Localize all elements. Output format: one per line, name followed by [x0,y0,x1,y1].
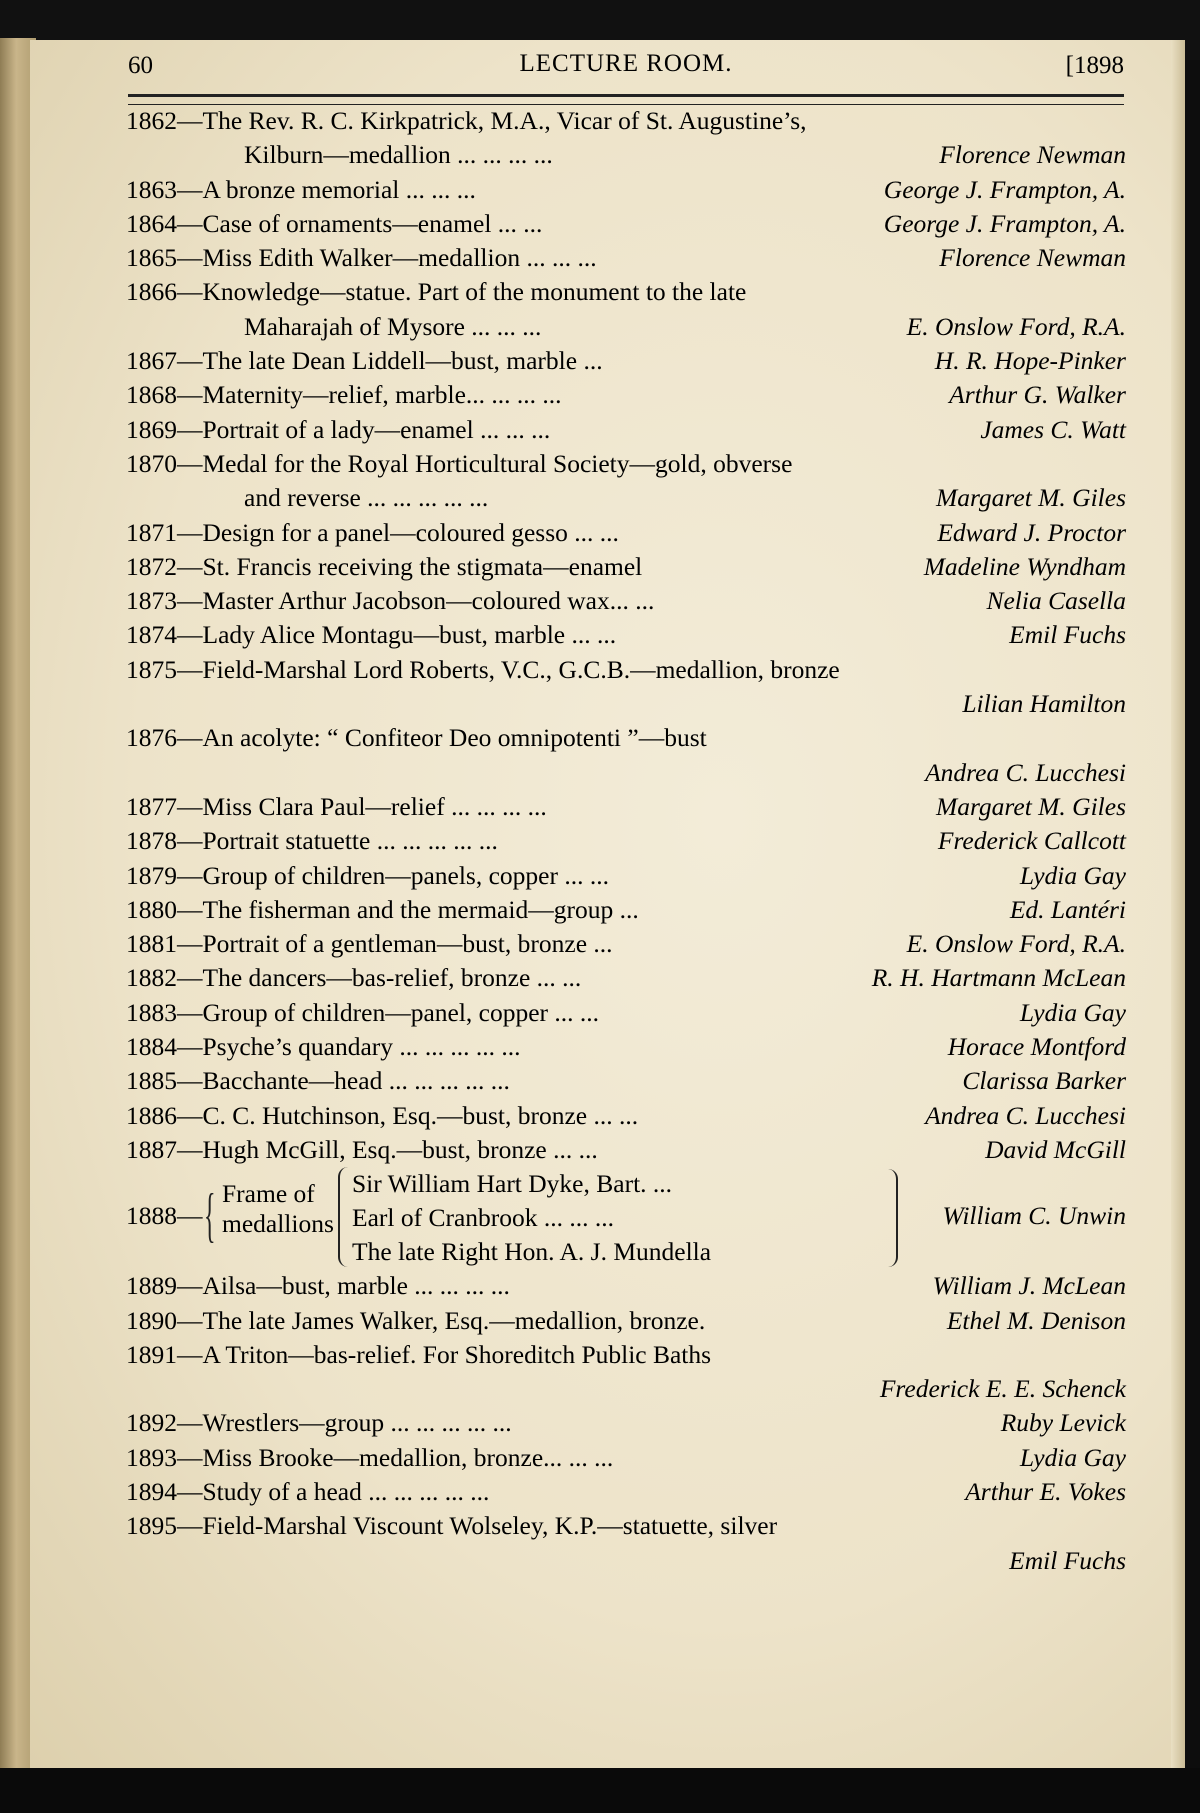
entry-description: 1878—Portrait statuette ... ... ... ... ... [126,826,498,856]
entry-artist: R. H. Hartmann McLean [871,963,1126,993]
entry-artist: E. Onslow Ford, R.A. [906,929,1126,959]
entry-artist: Ethel M. Denison [946,1305,1126,1335]
entry-artist: George J. Frampton, A. [883,208,1126,238]
entry-line [126,584,1126,618]
entry-line [126,1372,1126,1406]
catalogue-entry-1870 [126,447,1126,516]
entry-description: 1883—Group of children—panel, copper ... ... [126,997,600,1027]
middle-brace [338,1167,350,1267]
entry-line [126,1406,1126,1440]
entry-description: 1867—The late Dean Liddell—bust, marble ... [126,346,603,376]
entry-line [126,207,1126,241]
entry-number: 1888— [126,1201,203,1231]
entry-description: Kilburn—medallion ... ... ... ... [244,140,553,170]
entry-artist: Nelia Casella [986,586,1126,616]
entry-description: 1884—Psyche’s quandary ... ... ... ... ... [126,1032,521,1062]
entry-line [126,893,1126,927]
catalogue-entry-1864 [126,207,1126,241]
catalogue-entry-1863 [126,173,1126,207]
entry-description: 1895—Field-Marshal Viscount Wolseley, K.P.—statuette, silver [126,1511,778,1541]
entry-artist: Arthur E. Vokes [965,1476,1126,1506]
frame-label [222,1179,334,1239]
entry-description: 1891—A Triton—bas-relief. For Shoreditch Public Baths [126,1339,712,1369]
entry-description: 1877—Miss Clara Paul—relief ... ... ... ... [126,791,547,821]
entry-line [126,687,1126,721]
entry-description: 1866—Knowledge—statue. Part of the monument to the late [126,277,747,307]
entry-description: 1892—Wrestlers—group ... ... ... ... ... [126,1408,512,1438]
entry-line [126,413,1126,447]
entry-description: 1880—The fisherman and the mermaid—group ... [126,894,639,924]
entry-description: 1885—Bacchante—head ... ... ... ... ... [126,1066,510,1096]
entry-line [126,859,1126,893]
entry-description: 1882—The dancers—bas-relief, bronze ... ... [126,963,582,993]
entry-description: 1875—Field-Marshal Lord Roberts, V.C., G.C.B.—medallion, bronze [126,654,840,684]
entry-artist: Edward J. Proctor [937,517,1126,547]
entry-artist: Frederick Callcott [937,826,1126,856]
medallion-subject: The late Right Hon. A. J. Mundella [352,1237,712,1267]
entry-line [126,1509,1126,1543]
entry-description: 1893—Miss Brooke—medallion, bronze... ... ... [126,1442,614,1472]
catalogue-entry-1872 [126,550,1126,584]
header-year: [1898 [1065,52,1124,79]
catalogue-entry-1883 [126,996,1126,1030]
catalogue-entry-1873 [126,584,1126,618]
entry-line [126,1475,1126,1509]
entry-description: 1889—Ailsa—bust, marble ... ... ... ... [126,1271,510,1301]
entry-artist: Florence Newman [939,140,1126,170]
entry-artist: Florence Newman [939,243,1126,273]
frame-label-line: medallions [222,1209,334,1239]
entry-description: 1879—Group of children—panels, copper ... ... [126,860,609,890]
entry-artist: Lydia Gay [1019,997,1126,1027]
entry-line [126,275,1126,309]
catalogue-entry-1891 [126,1338,1126,1407]
entries-after-1888 [126,1269,1126,1578]
medallion-subjects [352,1167,711,1269]
entries-before-1888 [126,104,1126,1167]
entry-description: 1876—An acolyte: “ Confiteor Deo omnipotenti ”—bust [126,723,707,753]
catalogue-entry-1885 [126,1064,1126,1098]
catalogue-entry-1862 [126,104,1126,173]
entry-description: 1864—Case of ornaments—enamel ... ... [126,208,543,238]
catalogue-entry-1890 [126,1304,1126,1338]
entry-description: 1869—Portrait of a lady—enamel ... ... ... [126,414,551,444]
frame-label-line: Frame of [222,1179,315,1209]
catalogue-entry-1884 [126,1030,1126,1064]
entry-line [126,927,1126,961]
entry-artist: George J. Frampton, A. [883,174,1126,204]
catalogue-entry-1874 [126,618,1126,652]
entry-artist: Ruby Levick [1000,1408,1126,1438]
entry-line [126,721,1126,755]
catalogue-entries [126,104,1126,1578]
catalogue-entry-1887 [126,1133,1126,1167]
entry-line [126,1338,1126,1372]
entry-description: 1865—Miss Edith Walker—medallion ... ... ... [126,243,597,273]
entry-line [126,653,1126,687]
entry-artist: Andrea C. Lucchesi [925,1100,1126,1130]
catalogue-entry-1868 [126,378,1126,412]
entry-description: 1870—Medal for the Royal Horticultural Society—gold, obverse [126,448,793,478]
entry-line [126,824,1126,858]
entry-line [126,344,1126,378]
medallion-subject: Earl of Cranbrook ... ... ... [352,1203,615,1233]
entry-line [126,1133,1126,1167]
entry-line [126,961,1126,995]
entry-artist: Ed. Lantéri [1009,894,1126,924]
entry-artist: James C. Watt [980,414,1126,444]
entry-artist: Lydia Gay [1019,860,1126,890]
entry-line [126,310,1126,344]
catalogue-entry-1867 [126,344,1126,378]
entry-description: 1871—Design for a panel—coloured gesso ... ... [126,517,619,547]
catalogue-entry-1892 [126,1406,1126,1440]
entry-description: 1863—A bronze memorial ... ... ... [126,174,476,204]
entry-artist: Lilian Hamilton [962,689,1126,719]
entry-line [126,104,1126,138]
entry-artist: Horace Montford [947,1032,1126,1062]
entry-line [126,378,1126,412]
entry-description: 1886—C. C. Hutchinson, Esq.—bust, bronze ... ... [126,1100,639,1130]
entry-line [126,618,1126,652]
entry-artist: Madeline Wyndham [923,551,1126,581]
catalogue-entry-1876 [126,721,1126,790]
entry-description: 1868—Maternity—relief, marble... ... ... ... [126,380,562,410]
bottom-shadow [0,1768,1200,1813]
catalogue-entry-1880 [126,893,1126,927]
entry-line [126,790,1126,824]
entry-line [126,1099,1126,1133]
entry-artist: Arthur G. Walker [949,380,1126,410]
entry-line [126,996,1126,1030]
catalogue-entry-1888 [126,1167,1126,1269]
entry-description: and reverse ... ... ... ... ... [244,483,489,513]
entry-line [126,1544,1126,1578]
catalogue-entry-1879 [126,859,1126,893]
entry-artist: Lydia Gay [1019,1442,1126,1472]
entry-artist: Frederick E. E. Schenck [879,1374,1126,1404]
entry-line [126,756,1126,790]
entry-line [126,1441,1126,1475]
page-title: LECTURE ROOM. [519,50,733,77]
catalogue-entry-1875 [126,653,1126,722]
entry-description: 1872—St. Francis receiving the stigmata—enamel [126,551,643,581]
page-number: 60 [128,52,153,79]
entry-artist: H. R. Hope-Pinker [934,346,1126,376]
right-brace [886,1169,898,1267]
entry-line [126,1064,1126,1098]
catalogue-entry-1871 [126,516,1126,550]
entry-artist: Andrea C. Lucchesi [925,757,1126,787]
entry-line [126,241,1126,275]
entry-artist: David McGill [985,1134,1126,1164]
entry-description: 1862—The Rev. R. C. Kirkpatrick, M.A., Vicar of St. Augustine’s, [126,106,807,135]
catalogue-entry-1881 [126,927,1126,961]
entry-line [126,481,1126,515]
entry-description: 1890—The late James Walker, Esq.—medallion, bronze. [126,1305,706,1335]
entry-description: 1874—Lady Alice Montagu—bust, marble ... ... [126,620,617,650]
entry-artist: William C. Unwin [942,1201,1126,1231]
entry-artist: Margaret M. Giles [935,483,1126,513]
catalogue-entry-1895 [126,1509,1126,1578]
catalogue-entry-1882 [126,961,1126,995]
entry-artist: Clarissa Barker [962,1066,1126,1096]
entry-artist: Emil Fuchs [1009,1545,1126,1575]
catalogue-entry-1865 [126,241,1126,275]
entry-artist: E. Onslow Ford, R.A. [906,311,1126,341]
entry-line [126,550,1126,584]
catalogue-entry-1894 [126,1475,1126,1509]
entry-line [126,516,1126,550]
entry-description: Maharajah of Mysore ... ... ... [244,311,542,341]
entry-description: 1873—Master Arthur Jacobson—coloured wax... ... [126,586,655,616]
catalogue-entry-1893 [126,1441,1126,1475]
entry-line [126,1269,1126,1303]
running-header [128,52,1124,92]
entry-description: 1894—Study of a head ... ... ... ... ... [126,1476,490,1506]
catalogue-entry-1866 [126,275,1126,344]
catalogue-entry-1886 [126,1099,1126,1133]
entry-artist: Emil Fuchs [1009,620,1126,650]
entry-description: 1881—Portrait of a gentleman—bust, bronze ... [126,929,613,959]
catalogue-entry-1889 [126,1269,1126,1303]
entry-artist: Margaret M. Giles [935,791,1126,821]
catalogue-entry-1869 [126,413,1126,447]
catalogue-entry-1878 [126,824,1126,858]
left-brace: { [204,1182,216,1249]
medallion-subject: Sir William Hart Dyke, Bart. ... [352,1169,673,1199]
entry-line [126,138,1126,172]
catalogue-entry-1877 [126,790,1126,824]
page-gutter [1171,40,1185,1770]
entry-description: 1887—Hugh McGill, Esq.—bust, bronze ... ... [126,1134,598,1164]
entry-line [126,1304,1126,1338]
entry-line [126,1030,1126,1064]
entry-line [126,173,1126,207]
entry-artist: William J. McLean [932,1271,1126,1301]
entry-line [126,447,1126,481]
